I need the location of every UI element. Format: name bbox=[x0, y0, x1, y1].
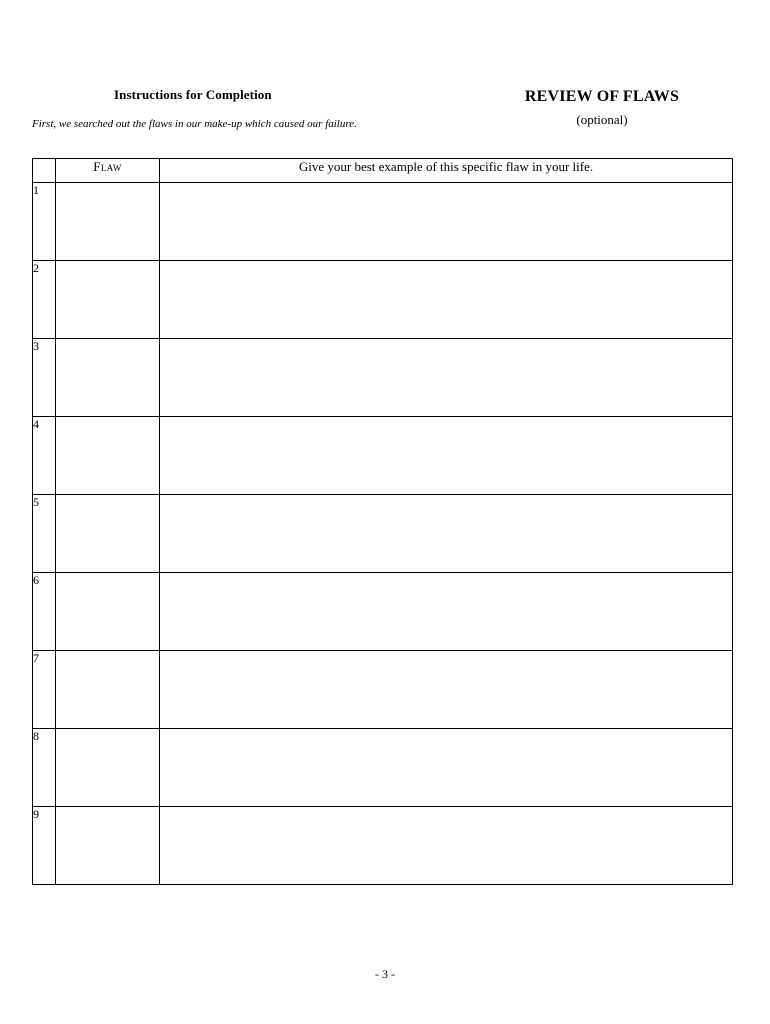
optional-label: (optional) bbox=[576, 112, 628, 127]
row-number: 3 bbox=[33, 339, 56, 417]
example-entry-field[interactable] bbox=[160, 339, 733, 417]
table-row bbox=[33, 729, 733, 807]
table-header-row bbox=[33, 159, 733, 183]
row-number: 9 bbox=[33, 807, 56, 885]
column-header-number bbox=[33, 159, 56, 183]
example-entry-field[interactable] bbox=[160, 807, 733, 885]
table-row bbox=[33, 651, 733, 729]
table-row bbox=[33, 807, 733, 885]
row-number: 6 bbox=[33, 573, 56, 651]
table-row bbox=[33, 417, 733, 495]
flaw-entry-field[interactable] bbox=[56, 807, 160, 885]
flaw-entry-field[interactable] bbox=[56, 495, 160, 573]
example-entry-field[interactable] bbox=[160, 729, 733, 807]
flaw-entry-field[interactable] bbox=[56, 729, 160, 807]
table-row bbox=[33, 339, 733, 417]
page-title: REVIEW OF FLAWS bbox=[524, 88, 680, 105]
table-row bbox=[33, 261, 733, 339]
flaw-entry-field[interactable] bbox=[56, 339, 160, 417]
flaw-entry-field[interactable] bbox=[56, 183, 160, 261]
example-entry-field[interactable] bbox=[160, 261, 733, 339]
flaw-entry-field[interactable] bbox=[56, 573, 160, 651]
row-number: 5 bbox=[33, 495, 56, 573]
page-header bbox=[32, 78, 738, 138]
flaws-table-container bbox=[32, 158, 732, 885]
column-header-example: Give your best example of this specific flaw in your life. bbox=[160, 159, 733, 183]
example-entry-field[interactable] bbox=[160, 417, 733, 495]
table-body bbox=[33, 183, 733, 885]
flaw-entry-field[interactable] bbox=[56, 651, 160, 729]
example-entry-field[interactable] bbox=[160, 573, 733, 651]
subtitle-text: First, we searched out the flaws in our make-up which caused our failure. bbox=[32, 118, 357, 130]
flaw-entry-field[interactable] bbox=[56, 261, 160, 339]
column-header-flaw: Flaw bbox=[56, 159, 160, 183]
row-number: 7 bbox=[33, 651, 56, 729]
example-entry-field[interactable] bbox=[160, 651, 733, 729]
row-number: 1 bbox=[33, 183, 56, 261]
example-entry-field[interactable] bbox=[160, 495, 733, 573]
table-row bbox=[33, 573, 733, 651]
row-number: 2 bbox=[33, 261, 56, 339]
example-entry-field[interactable] bbox=[160, 183, 733, 261]
table-row bbox=[33, 183, 733, 261]
flaw-entry-field[interactable] bbox=[56, 417, 160, 495]
page-number-footer: - 3 - bbox=[375, 967, 395, 981]
table-row bbox=[33, 495, 733, 573]
row-number: 8 bbox=[33, 729, 56, 807]
flaws-table bbox=[32, 158, 733, 885]
row-number: 4 bbox=[33, 417, 56, 495]
instructions-title: Instructions for Completion bbox=[114, 87, 272, 102]
